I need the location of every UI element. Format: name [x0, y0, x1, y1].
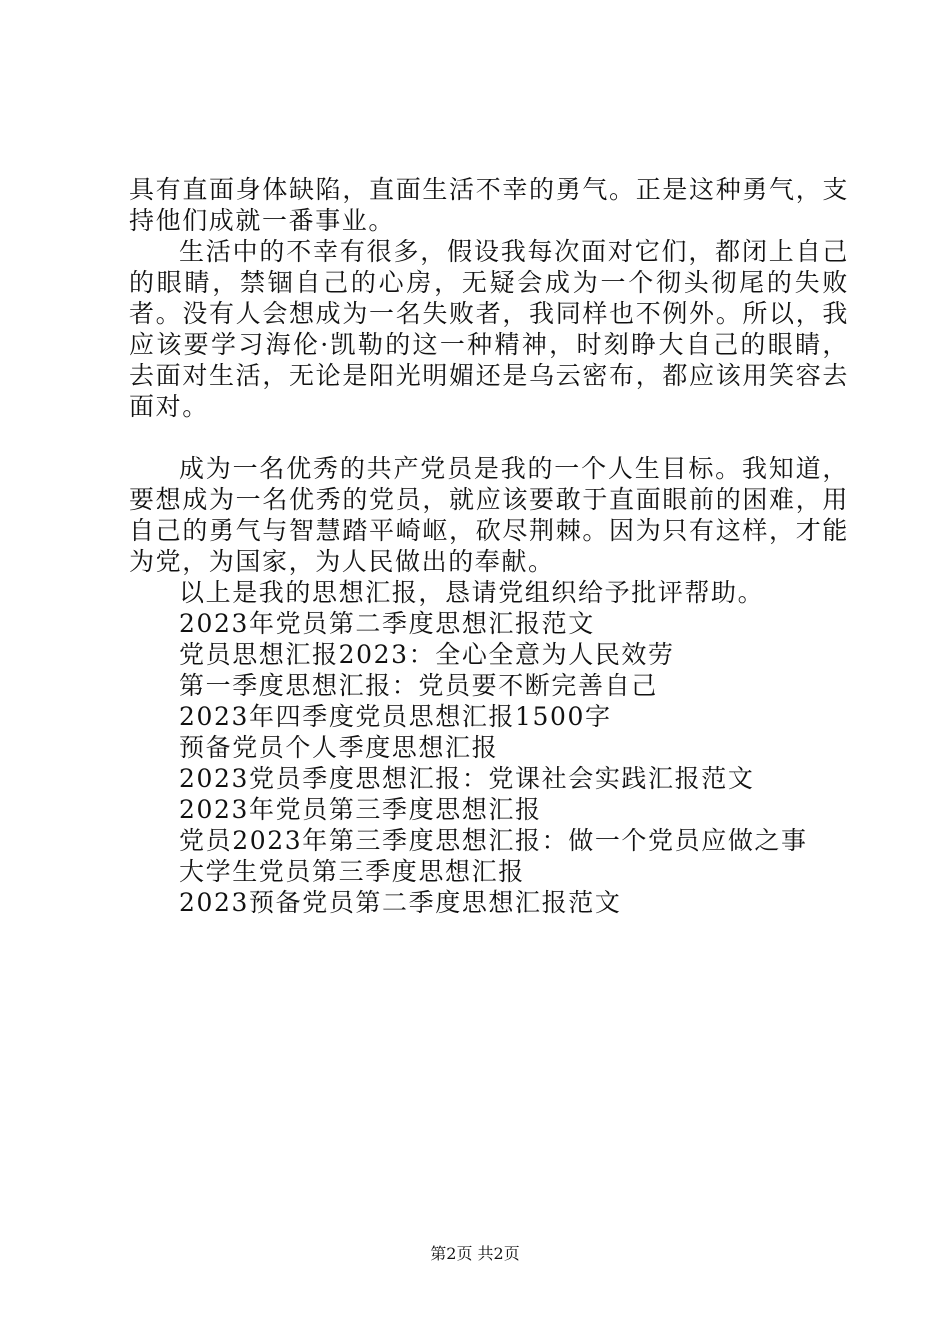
- page-footer: 第2页 共2页: [430, 1244, 520, 1263]
- related-title: 2023预备党员第二季度思想汇报范文: [179, 888, 622, 917]
- paragraph-continuation: 具有直面身体缺陷，直面生活不幸的勇气。正是这种勇气，支持他们成就一番事业。: [129, 175, 849, 235]
- related-title: 2023年党员第三季度思想汇报: [179, 795, 542, 824]
- related-titles-list: [129, 608, 849, 918]
- related-title: 2023党员季度思想汇报：党课社会实践汇报范文: [179, 764, 755, 793]
- paragraph-closing: 以上是我的思想汇报，恳请党组织给予批评帮助。: [179, 578, 765, 607]
- paragraph-misfortune: 生活中的不幸有很多，假设我每次面对它们，都闭上自己的眼睛，禁锢自己的心房，无疑会成为一个彻头彻尾的失败者。没有人会想成为一名失败者，我同样也不例外。所以，我应该要学习海伦·凯勒的这一种精神，时刻睁大自己的眼睛，去面对生活，无论是阳光明媚还是乌云密布，都应该用笑容去面对。: [129, 237, 849, 421]
- document-body: [129, 174, 849, 918]
- related-title: 大学生党员第三季度思想汇报: [179, 857, 525, 886]
- related-title: 党员2023年第三季度思想汇报：做一个党员应做之事: [179, 826, 808, 855]
- related-title: 2023年四季度党员思想汇报1500字: [179, 702, 612, 731]
- related-title: 第一季度思想汇报：党员要不断完善自己: [179, 671, 658, 700]
- related-title: 党员思想汇报2023：全心全意为人民效劳: [179, 640, 675, 669]
- paragraph-party-goal: 成为一名优秀的共产党员是我的一个人生目标。我知道，要想成为一名优秀的党员，就应该要敢于直面眼前的困难，用自己的勇气与智慧踏平崎岖，砍尽荆棘。因为只有这样，才能为党，为国家，为人民做出的奉献。: [129, 454, 849, 576]
- related-title: 预备党员个人季度思想汇报: [179, 733, 499, 762]
- related-title: 2023年党员第二季度思想汇报范文: [179, 609, 595, 638]
